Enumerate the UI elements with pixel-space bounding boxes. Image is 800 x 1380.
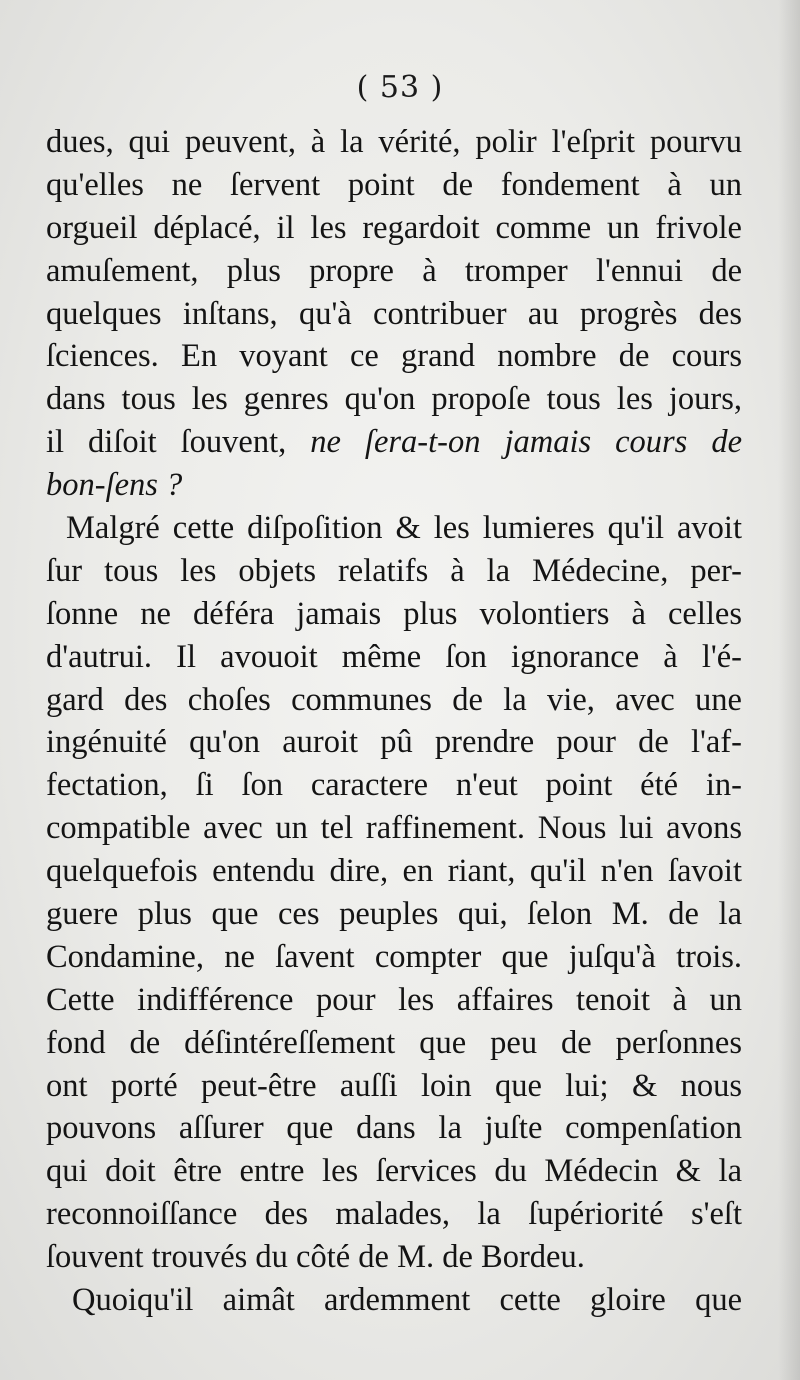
text-line: gard des choſes communes de la vie, avec une xyxy=(46,681,742,718)
text-line: compatible avec un tel raffinement. Nous lui avons xyxy=(46,810,742,847)
text-line: dues, qui peuvent, à la vérité, polir l'eſprit pourvu xyxy=(46,124,742,160)
text-line: ſonne ne déféra jamais plus volontiers à celles xyxy=(46,595,742,632)
text-line: guere plus que ces peuples qui, ſelon M. de la xyxy=(46,896,742,933)
text-line: pouvons aſſurer que dans la juſte compenſation xyxy=(46,1110,742,1147)
text-line: quelquefois entendu dire, en riant, qu'il n'en ſavoit xyxy=(46,853,742,890)
italic-quote: ne ſera-t-on jamais cours de xyxy=(310,424,742,461)
text-line: orgueil déplacé, il les regardoit comme un frivole xyxy=(46,209,742,246)
text-line: d'autrui. Il avouoit même ſon ignorance à l'é- xyxy=(46,638,742,675)
text-line: ſur tous les objets relatifs à la Médecine, per- xyxy=(46,552,742,589)
body-text xyxy=(46,121,742,1322)
text-line xyxy=(46,464,742,507)
text-line: dans tous les genres qu'on propoſe tous les jours, xyxy=(46,381,742,418)
text-line: quelques inſtans, qu'à contribuer au progrès des xyxy=(46,295,742,332)
text-line: ſciences. En voyant ce grand nombre de cours xyxy=(46,338,742,375)
text-segment: il diſoit ſouvent, xyxy=(46,424,311,461)
page-number: ( 53 ) xyxy=(356,70,444,105)
text-line: Cette indifférence pour les affaires tenoit à un xyxy=(46,981,742,1018)
italic-quote: bon-ſens ? xyxy=(46,467,183,504)
text-line: ingénuité qu'on auroit pû prendre pour de l'af- xyxy=(46,724,742,761)
text-line: Quoiqu'il aimât ardemment cette gloire que xyxy=(72,1282,742,1319)
text-line: Condamine, ne ſavent compter que juſqu'à trois. xyxy=(46,938,742,975)
text-line xyxy=(46,421,742,464)
text-line: qu'elles ne ſervent point de fondement à un xyxy=(46,166,742,203)
text-line: ſouvent trouvés du côté de M. de Bordeu. xyxy=(46,1239,585,1276)
text-line: fond de déſintéreſſement que peu de perſonnes xyxy=(46,1024,742,1061)
page-edge-shadow xyxy=(778,0,800,1380)
text-line: reconnoiſſance des malades, la ſupériorité s'eſt xyxy=(46,1196,742,1233)
text-line: qui doit être entre les ſervices du Médecin & la xyxy=(46,1153,742,1190)
text-line: fectation, ſi ſon caractere n'eut point été in- xyxy=(46,767,742,804)
text-line: Malgré cette diſpoſition & les lumieres qu'il avoit xyxy=(66,510,742,547)
text-line: ont porté peut-être auſſi loin que lui; & nous xyxy=(46,1067,742,1104)
text-line: amuſement, plus propre à tromper l'ennui de xyxy=(46,252,742,289)
